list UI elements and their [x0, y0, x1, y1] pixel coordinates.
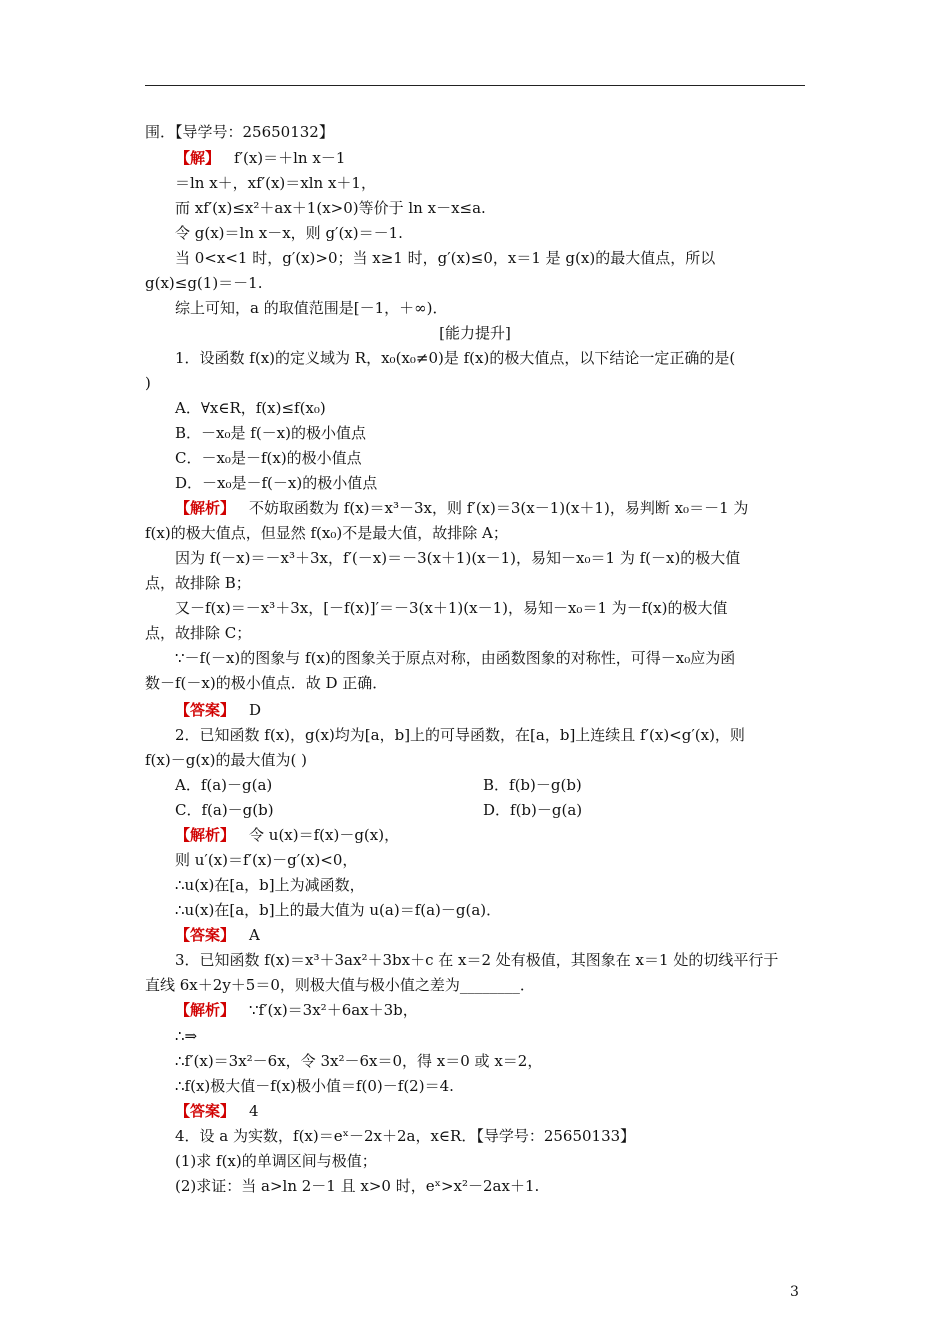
- option-b: B．－x₀是 f(－x)的极小值点: [175, 424, 366, 442]
- text-line: f(x)－g(x)的最大值为( ): [145, 751, 307, 769]
- analysis-line: 【解析】 令 u(x)＝f(x)－g(x)，: [175, 826, 400, 844]
- option-d: D．－x₀是－f(－x)的极小值点: [175, 474, 378, 492]
- question-2: 2．已知函数 f(x)，g(x)均为[a，b]上的可导函数，在[a，b]上连续且 f′(x)<g′(x)，则: [175, 726, 745, 744]
- question-3: 3．已知函数 f(x)＝x³＋3ax²＋3bx＋c 在 x＝2 处有极值，其图象在 x＝1 处的切线平行于: [175, 951, 779, 969]
- text-line: ∴u(x)在[a，b]上的最大值为 u(a)＝f(a)－g(a)．: [175, 901, 502, 919]
- option-a: A．f(a)－g(a): [175, 776, 273, 794]
- answer-tag: 【答案】: [175, 1102, 236, 1120]
- text-line: ＝ln x＋，xf′(x)＝xln x＋1，: [175, 174, 376, 192]
- answer-line: 【答案】 D: [175, 701, 262, 719]
- answer-tag: 【答案】: [175, 701, 236, 719]
- text-line: 点，故排除 C；: [145, 624, 252, 642]
- answer-line: 【答案】 A: [175, 926, 260, 944]
- text-line: 当 0<x<1 时，g′(x)>0；当 x≥1 时，g′(x)≤0，x＝1 是 g(x)的最大值点，所以: [175, 249, 716, 267]
- options-row: [145, 800, 805, 820]
- option-d: D．f(b)－g(a): [483, 801, 583, 819]
- text-line: 数－f(－x)的极小值点．故 D 正确．: [145, 674, 388, 692]
- analysis-tag: 【解析】: [175, 826, 236, 844]
- text-line: 则 u′(x)＝f′(x)－g′(x)<0，: [175, 851, 358, 869]
- header-rule: [145, 85, 805, 86]
- analysis-tag: 【解析】: [175, 499, 236, 517]
- text-line: 令 g(x)＝ln x－x，则 g′(x)＝－1.: [175, 224, 403, 242]
- text-line: ∴u(x)在[a，b]上为减函数，: [175, 876, 365, 894]
- option-c: C．－x₀是－f(x)的极小值点: [175, 449, 362, 467]
- solution-line: 【解】 f′(x)＝＋ln x－1: [175, 149, 346, 167]
- text-line: f(x)的极大值点，但显然 f(x₀)不是最大值，故排除 A；: [145, 524, 508, 542]
- text-line: ∵－f(－x)的图象与 f(x)的图象关于原点对称，由函数图象的对称性，可得－x₀应为函: [175, 649, 736, 667]
- option-a: A．∀x∈R，f(x)≤f(x₀): [175, 399, 326, 417]
- text-line: 因为 f(－x)＝－x³＋3x，f′(－x)＝－3(x＋1)(x－1)，易知－x₀＝1 为 f(－x)的极大值: [175, 549, 741, 567]
- text-line: 综上可知，a 的取值范围是[－1，＋∞)．: [175, 299, 448, 317]
- question-4: 4．设 a 为实数，f(x)＝eˣ－2x＋2a，x∈R．【导学号：25650133】: [175, 1127, 636, 1145]
- options-row: [145, 775, 805, 795]
- question-1: 1．设函数 f(x)的定义域为 R，x₀(x₀≠0)是 f(x)的极大值点，以下结论一定正确的是(: [175, 349, 736, 367]
- text-line: ∴f(x)极大值－f(x)极小值＝f(0)－f(2)＝4.: [175, 1077, 454, 1095]
- text-line: 直线 6x＋2y＋5＝0，则极大值与极小值之差为________．: [145, 976, 535, 994]
- text-line: 又－f(x)＝－x³＋3x，[－f(x)]′＝－3(x＋1)(x－1)，易知－x₀＝1 为－f(x)的极大值: [175, 599, 728, 617]
- analysis-line: 【解析】 不妨取函数为 f(x)＝x³－3x，则 f′(x)＝3(x－1)(x＋1)，易判断 x₀＝－1 为: [175, 499, 749, 517]
- sub-question-1: (1)求 f(x)的单调区间与极值；: [175, 1152, 377, 1170]
- analysis-line: 【解析】 ∵f′(x)＝3x²＋6ax＋3b，: [175, 1001, 418, 1019]
- analysis-tag: 【解析】: [175, 1001, 236, 1019]
- text-line: 围．【导学号：25650132】: [145, 123, 334, 141]
- page-number: 3: [790, 1284, 799, 1300]
- text-line: ): [145, 374, 151, 392]
- text-line: g(x)≤g(1)＝－1.: [145, 274, 263, 292]
- answer-line: 【答案】 4: [175, 1102, 259, 1120]
- section-heading: [能力提升]: [439, 324, 511, 342]
- text-line: ∴f′(x)＝3x²－6x，令 3x²－6x＝0，得 x＝0 或 x＝2，: [175, 1052, 543, 1070]
- text-line: ∴⇒: [175, 1027, 198, 1045]
- solution-tag: 【解】: [175, 149, 221, 167]
- option-b: B．f(b)－g(b): [483, 776, 582, 794]
- text-line: 而 xf′(x)≤x²＋ax＋1(x>0)等价于 ln x－x≤a.: [175, 199, 486, 217]
- text-line: 点，故排除 B；: [145, 574, 251, 592]
- option-c: C．f(a)－g(b): [175, 801, 274, 819]
- answer-tag: 【答案】: [175, 926, 236, 944]
- sub-question-2: (2)求证：当 a>ln 2－1 且 x>0 时，eˣ>x²－2ax＋1.: [175, 1177, 540, 1195]
